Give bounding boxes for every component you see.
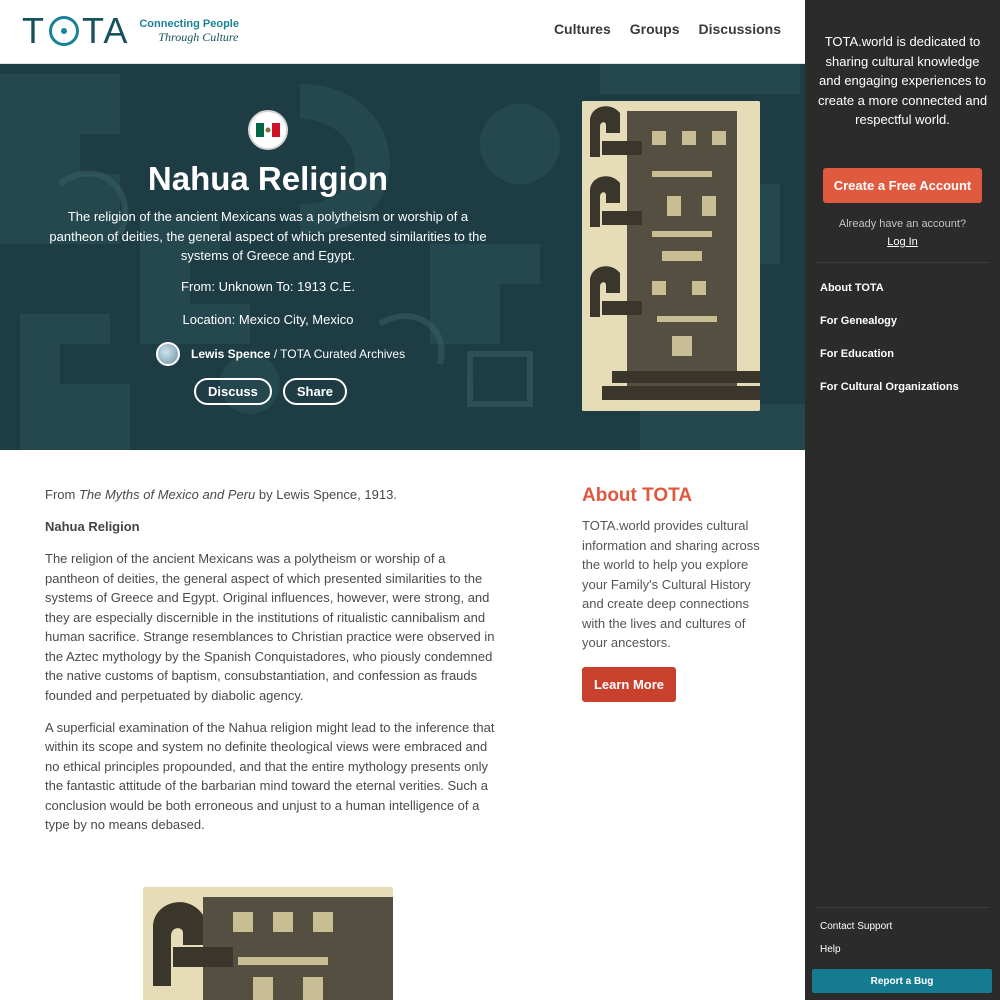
- hero-actions: [194, 378, 347, 405]
- article-source: [45, 485, 495, 505]
- sidebar-links: [820, 282, 959, 414]
- author-avatar[interactable]: [156, 342, 180, 366]
- article-paragraph-2: A superficial examination of the Nahua religion might lead to the inference that within its scope and system no definite theological views were embraced and no ethical principles propounded, and that the entire mythology presents only the fantastic attitude of the barbarian mind toward the eternal verities. Such a conclusion would be both erroneous and unjust to a human intelligence of a type by no means debased.: [45, 719, 495, 832]
- about-tota-card: [582, 485, 762, 702]
- sidebar-link-genealogy[interactable]: For Genealogy: [820, 315, 898, 327]
- tagline-line1: Connecting People: [139, 18, 239, 30]
- logo-tagline: [139, 18, 239, 44]
- article-image-aztec-sculpture[interactable]: [143, 887, 393, 1000]
- sidebar-divider: [815, 262, 990, 263]
- hero-description: The religion of the ancient Mexicans was a polytheism or worship of a pantheon of deities, the general aspect of which presented similarities to the systems of Greece and Egypt.: [49, 209, 487, 263]
- discuss-button[interactable]: Discuss: [194, 378, 272, 405]
- already-have-account-text: Already have an account?: [838, 218, 967, 230]
- sidebar-link-education[interactable]: For Education: [820, 348, 894, 360]
- nav-discussions[interactable]: Discussions: [698, 21, 781, 37]
- hero-image-aztec-sculpture[interactable]: [582, 101, 760, 411]
- nav-groups[interactable]: Groups: [629, 21, 680, 37]
- sidebar-intro: TOTA.world is dedicated to sharing cultural knowledge and engaging experiences to create a more connected and respectful world.: [817, 34, 988, 127]
- author-source: / TOTA Curated Archives: [270, 347, 406, 361]
- nav-cultures[interactable]: Cultures: [553, 21, 611, 37]
- tota-logo[interactable]: [22, 10, 239, 51]
- author-credit: [191, 347, 405, 361]
- sidebar-link-about[interactable]: About TOTA: [820, 282, 884, 294]
- source-suffix: by Lewis Spence, 1913.: [255, 487, 397, 502]
- main-nav: [554, 21, 781, 37]
- author-row: [156, 342, 405, 366]
- page-title: Nahua Religion: [147, 160, 389, 197]
- mexico-flag-icon: [248, 110, 288, 150]
- logo-wordmark: [22, 10, 130, 51]
- share-button[interactable]: Share: [283, 378, 347, 405]
- tagline-line2: Through Culture: [158, 30, 239, 44]
- site-header: [0, 0, 805, 64]
- create-account-button[interactable]: Create a Free Account: [823, 168, 982, 203]
- source-prefix: From: [45, 487, 79, 502]
- help-link[interactable]: Help: [820, 944, 841, 955]
- hero-location: Location: Mexico City, Mexico: [182, 312, 354, 327]
- about-title: About TOTA: [582, 485, 693, 506]
- article-paragraph-1: The religion of the ancient Mexicans was a polytheism or worship of a pantheon of deities, the general aspect of which presented similarities to the systems of Greece and Egypt. Original influences, however, were strong, and they are especially discernible in the institutions of ritualistic cannibalism and human sacrifice. Strange resemblances to Christian practice were observed in the Aztec mythology by the Spanish Conquistadores, who piously condemned the native customs of baptism, consubstantiation, and confession as frauds founded and perpetuated by diabolic agency.: [45, 551, 495, 703]
- sidebar-link-cultural-orgs[interactable]: For Cultural Organizations: [820, 381, 959, 393]
- article-body: [45, 485, 495, 847]
- source-book-title: The Myths of Mexico and Peru: [78, 487, 256, 502]
- report-bug-button[interactable]: Report a Bug: [812, 969, 992, 993]
- learn-more-button[interactable]: Learn More: [582, 667, 676, 702]
- sidebar-footer-divider: [815, 907, 990, 908]
- about-body: TOTA.world provides cultural information and sharing across the world to help you explore your Family's Cultural History and create deep connections with the lives and cultures of your ancestors.: [582, 518, 760, 650]
- article-heading: Nahua Religion: [45, 519, 140, 534]
- contact-support-link[interactable]: Contact Support: [820, 921, 893, 932]
- hero-banner: [0, 64, 805, 450]
- logo-letter-t: T: [22, 10, 46, 51]
- login-link[interactable]: Log In: [887, 236, 918, 248]
- logo-circle-icon: [49, 16, 79, 46]
- logo-letters-ta: TA: [82, 10, 130, 51]
- hero-date-range: From: Unknown To: 1913 C.E.: [181, 279, 355, 294]
- author-name[interactable]: Lewis Spence: [191, 347, 271, 361]
- right-sidebar: [805, 0, 1000, 1000]
